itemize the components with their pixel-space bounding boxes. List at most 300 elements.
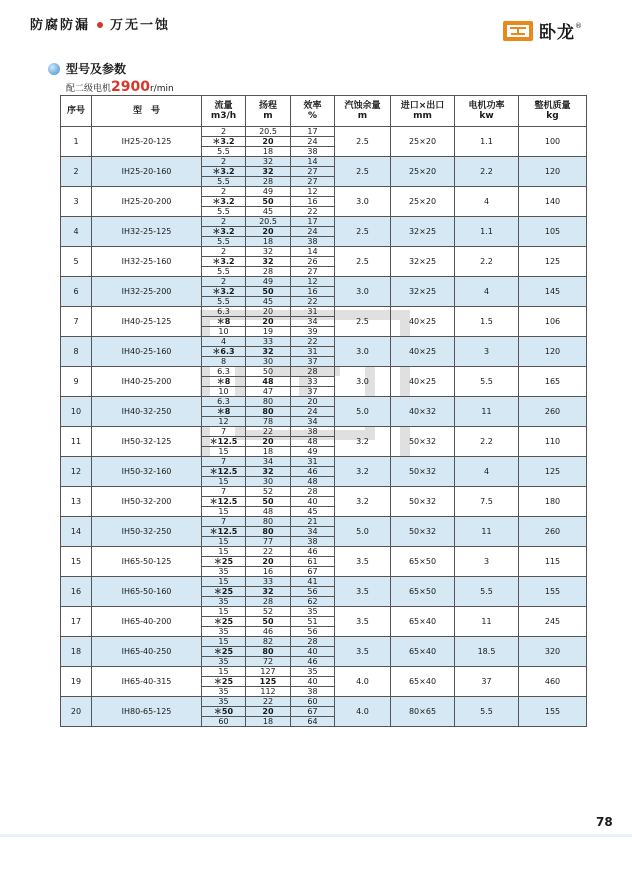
cell-flow: ＊12.5 [202,527,246,537]
cell-head: 30 [246,477,291,487]
cell-npsh: 3.0 [335,187,391,217]
cell-power: 11 [455,397,519,427]
cell-eff: 24 [291,227,335,237]
cell-head: 20.5 [246,217,291,227]
cell-eff: 31 [291,347,335,357]
cell-model: IH50-32-200 [92,487,202,517]
cell-flow: 10 [202,327,246,337]
cell-model: IH32-25-160 [92,247,202,277]
cell-flow: 6.3 [202,367,246,377]
cell-flow: ＊3.2 [202,257,246,267]
cell-seq: 19 [61,667,92,697]
table-row [61,187,587,197]
cell-eff: 67 [291,567,335,577]
cell-eff: 28 [291,637,335,647]
table-row [61,127,587,137]
cell-head: 32 [246,347,291,357]
cell-io: 32×25 [391,247,455,277]
cell-seq: 11 [61,427,92,457]
cell-seq: 1 [61,127,92,157]
table-row [61,607,587,617]
cell-model: IH65-40-315 [92,667,202,697]
cell-eff: 67 [291,707,335,717]
cell-head: 20 [246,437,291,447]
cell-head: 22 [246,697,291,707]
cell-head: 50 [246,497,291,507]
cell-mass: 110 [519,427,587,457]
cell-power: 2.2 [455,157,519,187]
cell-flow: 5.5 [202,297,246,307]
cell-head: 32 [246,257,291,267]
cell-head: 20 [246,317,291,327]
cell-io: 40×25 [391,367,455,397]
cell-flow: ＊3.2 [202,167,246,177]
cell-eff: 46 [291,547,335,557]
cell-flow: 2 [202,187,246,197]
cell-eff: 24 [291,407,335,417]
cell-eff: 27 [291,177,335,187]
spec-table [60,95,587,727]
cell-flow: 35 [202,567,246,577]
cell-model: IH32-25-200 [92,277,202,307]
cell-npsh: 3.5 [335,577,391,607]
cell-power: 11 [455,607,519,637]
cell-eff: 20 [291,397,335,407]
cell-flow: 2 [202,127,246,137]
cell-model: IH40-25-160 [92,337,202,367]
cell-eff: 49 [291,447,335,457]
cell-flow: ＊3.2 [202,287,246,297]
cell-mass: 145 [519,277,587,307]
cell-flow: ＊12.5 [202,437,246,447]
cell-npsh: 3.2 [335,427,391,457]
cell-eff: 64 [291,717,335,727]
cell-eff: 27 [291,167,335,177]
cell-model: IH50-32-160 [92,457,202,487]
cell-eff: 37 [291,387,335,397]
cell-flow: 4 [202,337,246,347]
cell-npsh: 3.2 [335,487,391,517]
col-npsh: 汽蚀余量 m [335,96,391,127]
cell-head: 80 [246,527,291,537]
cell-flow: 15 [202,667,246,677]
cell-npsh: 3.5 [335,637,391,667]
cell-power: 5.5 [455,697,519,727]
cell-eff: 33 [291,377,335,387]
cell-flow: ＊25 [202,617,246,627]
cell-eff: 38 [291,687,335,697]
cell-npsh: 4.0 [335,667,391,697]
cell-eff: 61 [291,557,335,567]
cell-power: 37 [455,667,519,697]
cell-mass: 460 [519,667,587,697]
table-row [61,157,587,167]
cell-head: 20 [246,227,291,237]
cell-model: IH80-65-125 [92,697,202,727]
cell-eff: 39 [291,327,335,337]
cell-mass: 260 [519,517,587,547]
cell-flow: 5.5 [202,177,246,187]
cell-flow: 10 [202,387,246,397]
cell-eff: 37 [291,357,335,367]
cell-head: 32 [246,157,291,167]
cell-eff: 48 [291,437,335,447]
page-header [0,0,632,55]
cell-flow: 15 [202,477,246,487]
cell-seq: 8 [61,337,92,367]
cell-model: IH25-20-160 [92,157,202,187]
cell-seq: 4 [61,217,92,247]
cell-flow: 35 [202,697,246,707]
cell-flow: 2 [202,277,246,287]
cell-flow: ＊3.2 [202,137,246,147]
cell-npsh: 4.0 [335,697,391,727]
cell-eff: 24 [291,137,335,147]
cell-flow: ＊6.3 [202,347,246,357]
cell-head: 46 [246,627,291,637]
cell-io: 32×25 [391,277,455,307]
cell-flow: 15 [202,547,246,557]
cell-eff: 28 [291,487,335,497]
cell-head: 52 [246,607,291,617]
cell-flow: 2 [202,247,246,257]
cell-io: 40×32 [391,397,455,427]
cell-seq: 18 [61,637,92,667]
cell-io: 25×20 [391,157,455,187]
table-row [61,547,587,557]
cell-io: 65×50 [391,547,455,577]
page-number: 78 [596,815,613,829]
slogan-part2: 万无一蚀 [110,18,171,33]
cell-eff: 34 [291,527,335,537]
cell-mass: 320 [519,637,587,667]
cell-io: 65×40 [391,607,455,637]
brand [503,18,582,43]
cell-io: 65×40 [391,637,455,667]
cell-eff: 48 [291,477,335,487]
cell-head: 50 [246,367,291,377]
cell-flow: ＊8 [202,407,246,417]
cell-seq: 15 [61,547,92,577]
cell-eff: 38 [291,237,335,247]
cell-eff: 38 [291,147,335,157]
table-row [61,487,587,497]
cell-flow: 7 [202,457,246,467]
cell-seq: 13 [61,487,92,517]
cell-eff: 46 [291,657,335,667]
cell-eff: 40 [291,677,335,687]
cell-mass: 180 [519,487,587,517]
cell-io: 40×25 [391,307,455,337]
cell-npsh: 3.0 [335,367,391,397]
cell-head: 112 [246,687,291,697]
motor-spec [66,79,174,95]
cell-power: 4 [455,187,519,217]
table-body [61,127,587,727]
cell-head: 28 [246,267,291,277]
cell-head: 80 [246,407,291,417]
cell-head: 18 [246,447,291,457]
cell-head: 80 [246,517,291,527]
col-power: 电机功率 kw [455,96,519,127]
cell-head: 18 [246,237,291,247]
cell-eff: 62 [291,597,335,607]
cell-eff: 51 [291,617,335,627]
cell-eff: 31 [291,457,335,467]
cell-model: IH65-40-200 [92,607,202,637]
table-row [61,457,587,467]
cell-seq: 9 [61,367,92,397]
cell-npsh: 5.0 [335,517,391,547]
cell-mass: 140 [519,187,587,217]
cell-io: 50×32 [391,517,455,547]
cell-eff: 16 [291,197,335,207]
blue-bullet-icon [48,63,60,75]
cell-head: 45 [246,207,291,217]
cell-eff: 16 [291,287,335,297]
cell-head: 20 [246,707,291,717]
cell-npsh: 2.5 [335,307,391,337]
cell-head: 18 [246,717,291,727]
cell-seq: 6 [61,277,92,307]
cell-eff: 35 [291,607,335,617]
cell-seq: 10 [61,397,92,427]
cell-model: IH65-40-250 [92,637,202,667]
cell-head: 33 [246,577,291,587]
cell-npsh: 3.0 [335,337,391,367]
cell-flow: 35 [202,597,246,607]
cell-head: 52 [246,487,291,497]
col-flow: 流量 m3/h [202,96,246,127]
cell-flow: 60 [202,717,246,727]
cell-eff: 26 [291,257,335,267]
cell-power: 2.2 [455,427,519,457]
cell-flow: 15 [202,507,246,517]
cell-io: 65×50 [391,577,455,607]
cell-head: 125 [246,677,291,687]
cell-flow: 35 [202,627,246,637]
slogan-part1: 防腐防漏 [30,18,91,33]
cell-seq: 12 [61,457,92,487]
cell-seq: 7 [61,307,92,337]
cell-power: 3 [455,337,519,367]
cell-flow: 15 [202,607,246,617]
cell-npsh: 2.5 [335,247,391,277]
cell-head: 22 [246,427,291,437]
cell-npsh: 2.5 [335,127,391,157]
cell-eff: 34 [291,317,335,327]
cell-flow: 8 [202,357,246,367]
cell-head: 20 [246,557,291,567]
cell-flow: 5.5 [202,147,246,157]
cell-flow: ＊12.5 [202,497,246,507]
cell-flow: ＊25 [202,647,246,657]
cell-flow: 2 [202,157,246,167]
cell-eff: 45 [291,507,335,517]
cell-head: 28 [246,177,291,187]
cell-flow: ＊8 [202,377,246,387]
cell-npsh: 3.5 [335,547,391,577]
cell-head: 22 [246,547,291,557]
cell-flow: ＊25 [202,557,246,567]
cell-flow: 15 [202,447,246,457]
cell-flow: 5.5 [202,237,246,247]
cell-io: 65×40 [391,667,455,697]
cell-head: 50 [246,617,291,627]
cell-power: 7.5 [455,487,519,517]
cell-eff: 17 [291,127,335,137]
cell-head: 30 [246,357,291,367]
cell-flow: 15 [202,637,246,647]
cell-npsh: 5.0 [335,397,391,427]
cell-mass: 105 [519,217,587,247]
cell-mass: 260 [519,397,587,427]
cell-seq: 14 [61,517,92,547]
cell-power: 4 [455,457,519,487]
cell-eff: 40 [291,497,335,507]
table-row [61,517,587,527]
cell-mass: 155 [519,577,587,607]
brand-name: 卧龙 [539,23,575,43]
cell-model: IH50-32-250 [92,517,202,547]
cell-mass: 106 [519,307,587,337]
col-io: 进口×出口 mm [391,96,455,127]
motor-prefix: 配二级电机 [66,84,112,94]
cell-model: IH40-25-200 [92,367,202,397]
cell-eff: 22 [291,297,335,307]
cell-flow: 2 [202,217,246,227]
cell-head: 19 [246,327,291,337]
table-row [61,337,587,347]
table-row [61,307,587,317]
cell-eff: 22 [291,207,335,217]
cell-model: IH32-25-125 [92,217,202,247]
cell-flow: 15 [202,577,246,587]
cell-npsh: 2.5 [335,217,391,247]
cell-npsh: 3.0 [335,277,391,307]
table-row [61,577,587,587]
table-row [61,667,587,677]
cell-flow: 5.5 [202,267,246,277]
cell-model: IH25-20-125 [92,127,202,157]
cell-model: IH40-32-250 [92,397,202,427]
cell-head: 80 [246,647,291,657]
cell-eff: 31 [291,307,335,317]
cell-eff: 17 [291,217,335,227]
cell-mass: 100 [519,127,587,157]
cell-eff: 46 [291,467,335,477]
cell-io: 40×25 [391,337,455,367]
cell-head: 28 [246,597,291,607]
cell-power: 2.2 [455,247,519,277]
col-mass: 整机质量 kg [519,96,587,127]
cell-eff: 38 [291,537,335,547]
col-seq: 序号 [61,96,92,127]
cell-io: 25×20 [391,187,455,217]
cell-flow: 5.5 [202,207,246,217]
cell-power: 1.1 [455,127,519,157]
cell-seq: 17 [61,607,92,637]
cell-head: 72 [246,657,291,667]
cell-power: 1.1 [455,217,519,247]
cell-eff: 34 [291,417,335,427]
cell-head: 18 [246,147,291,157]
cell-flow: 35 [202,657,246,667]
cell-flow: ＊50 [202,707,246,717]
section-heading [48,60,126,77]
cell-npsh: 2.5 [335,157,391,187]
registered-mark: ® [575,21,582,30]
cell-head: 33 [246,337,291,347]
cell-seq: 3 [61,187,92,217]
cell-head: 20 [246,137,291,147]
cell-flow: ＊25 [202,587,246,597]
cell-power: 4 [455,277,519,307]
cell-power: 3 [455,547,519,577]
cell-flow: ＊8 [202,317,246,327]
cell-flow: 6.3 [202,307,246,317]
cell-head: 82 [246,637,291,647]
cell-seq: 5 [61,247,92,277]
cell-eff: 35 [291,667,335,677]
cell-flow: 6.3 [202,397,246,407]
cell-eff: 27 [291,267,335,277]
cell-head: 49 [246,187,291,197]
cell-io: 25×20 [391,127,455,157]
cell-model: IH50-32-125 [92,427,202,457]
cell-head: 50 [246,287,291,297]
table-header-row [61,96,587,127]
cell-head: 32 [246,167,291,177]
col-head: 扬程 m [246,96,291,127]
cell-head: 32 [246,467,291,477]
cell-flow: 7 [202,487,246,497]
cell-head: 50 [246,197,291,207]
table-row [61,247,587,257]
cell-npsh: 3.2 [335,457,391,487]
col-model: 型 号 [92,96,202,127]
col-eff: 效率 % [291,96,335,127]
cell-head: 80 [246,397,291,407]
cell-flow: ＊25 [202,677,246,687]
cell-flow: 12 [202,417,246,427]
cell-head: 34 [246,457,291,467]
table-row [61,637,587,647]
cell-head: 20.5 [246,127,291,137]
cell-head: 78 [246,417,291,427]
cell-power: 5.5 [455,577,519,607]
motor-unit: r/min [149,84,174,94]
cell-head: 49 [246,277,291,287]
cell-head: 32 [246,587,291,597]
cell-flow: ＊3.2 [202,227,246,237]
cell-seq: 20 [61,697,92,727]
cell-eff: 22 [291,337,335,347]
cell-eff: 40 [291,647,335,657]
cell-seq: 2 [61,157,92,187]
motor-speed: 2900 [111,79,150,95]
cell-eff: 38 [291,427,335,437]
cell-io: 80×65 [391,697,455,727]
cell-model: IH40-25-125 [92,307,202,337]
table-row [61,697,587,707]
cell-head: 77 [246,537,291,547]
cell-power: 18.5 [455,637,519,667]
cell-mass: 165 [519,367,587,397]
cell-model: IH25-20-200 [92,187,202,217]
wolong-logo-icon [503,21,533,41]
cell-io: 32×25 [391,217,455,247]
